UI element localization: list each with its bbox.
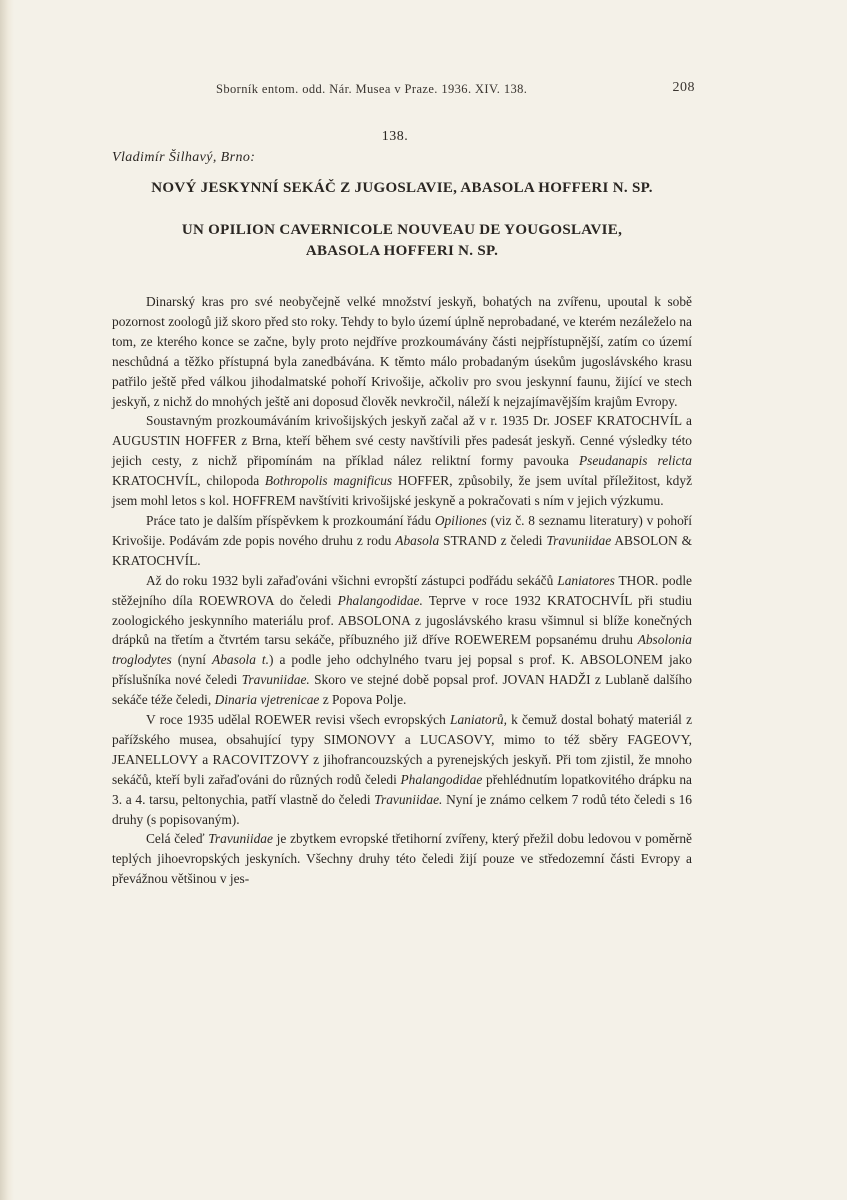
italic-term: Phalangodidae	[400, 771, 483, 787]
italic-term: Dinaria vjetrenicae	[214, 692, 320, 708]
italic-term: Absolonia troglodytes	[112, 632, 692, 668]
italic-term: Abasola t.	[212, 652, 269, 668]
italic-term: Travuniidae	[208, 831, 273, 847]
body-paragraph	[112, 411, 692, 511]
title-czech: NOVÝ JESKYNNÍ SEKÁČ Z JUGOSLAVIE, ABASOLA HOFFERI N. SP.	[151, 180, 653, 196]
paragraph-text: Teprve v roce 1932 KRATOCHVÍL při studiu zoologického jeskynního materiálu prof. ABSOLONA z jugoslávského krasu všimnul si blíže konečných drápků na třetím a čtvrtém tarsu sekáče, příbuzného již dříve ROEWEREM popsanému druhu	[112, 592, 692, 648]
page-binding-edge	[0, 0, 14, 1200]
paragraph-text: Celá čeleď	[146, 831, 209, 847]
body-paragraph	[112, 829, 692, 889]
italic-term: Travuniidae.	[374, 791, 443, 807]
running-title: Sborník entom. odd. Nár. Musea v Praze. 1936. XIV. 138.	[216, 82, 528, 96]
paragraph-text: z Popova Polje.	[319, 692, 407, 708]
body-paragraph	[112, 710, 692, 829]
body-paragraph	[112, 292, 692, 411]
paragraph-text: Soustavným prozkoumáváním krivošijských jeskyň začal až v r. 1935 Dr. JOSEF KRATOCHVÍL a AUGUSTIN HOFFER z Brna, kteří během své cesty navštívili přes padesát jeskyň. Cenné výsledky této jejich cesty, z nichž připomínám na příklad nález reliktní formy pavouka	[112, 413, 692, 469]
italic-term: Travuniidae	[546, 532, 612, 548]
italic-term: Abasola	[395, 532, 440, 548]
paragraph-text: (nyní	[171, 652, 213, 668]
paragraph-text: HOFFER, způsobily, že jsem uvítal příležitost, když jsem mohl letos s kol. HOFFREM navštíviti krivošijské jeskyně a pokračovati s ním v jejich výzkumu.	[112, 473, 693, 509]
italic-term: Pseudanapis relicta	[578, 453, 692, 469]
paragraph-text: Dinarský kras pro své neobyčejně velké množství jeskyň, bohatých na zvířenu, upoutal k sobě pozornost zoologů již skoro před sto roky. Tehdy to bylo území úplně neprobadané, ve kterém nezáleželo na tom, ze kterého konce se začne, byly proto nejdříve prozkoumávány části nejpřístupnější, zatím co území neschůdná a těžko přístupná byla zanedbávána. K těmto málo probadaným úsekům jugoslávského krasu patřilo ještě před válkou jihodalmatské pohoří Krivošije, ačkoliv pro svou jeskynní faunu, žijící ve stech jeskyň, z nichž do mnohých ještě ani doposud člověk nevkročil, náleží k nejzajímavějším krajům Evropy.	[112, 294, 692, 409]
body-paragraph	[112, 571, 692, 710]
title-french-line-1: UN OPILION CAVERNICOLE NOUVEAU DE YOUGOSLAVIE,	[181, 222, 623, 238]
page-number: 208	[672, 80, 695, 95]
paragraph-text: V roce 1935 udělal ROEWER revisi všech evropských	[146, 712, 451, 728]
author-line: Vladimír Šilhavý, Brno:	[112, 150, 256, 165]
paragraph-text: (viz č. 8 seznamu literatury) v pohoří Krivošije. Podávám zde popis nového druhu z rodu	[112, 512, 692, 548]
article-number: 138.	[381, 129, 409, 144]
paragraph-text: STRAND z čeledi	[439, 532, 547, 548]
italic-term: Laniatorů,	[450, 712, 507, 728]
paragraph-text: je zbytkem evropské třetihorní zvířeny, který přežil dobu ledovou v poměrně teplých jihoevropských jeskyních. Všechny druhy této čeledi žijí pouze ve středozemní části Evropy a převážnou většinou v jes-	[112, 831, 692, 887]
running-header	[216, 80, 695, 97]
title-french	[112, 220, 692, 262]
italic-term: Opiliones	[434, 512, 487, 528]
italic-term: Phalangodidae.	[337, 592, 423, 608]
paragraph-text: Nyní je známo celkem 7 rodů této čeledi s 16 druhy (s popisovaným).	[112, 791, 692, 827]
title-french-line-2: ABASOLA HOFFERI N. SP.	[305, 243, 499, 259]
paragraph-text: Až do roku 1932 byli zařaďováni všichni evropští zástupci podřádu sekáčů	[146, 572, 558, 588]
paragraph-text: ABSOLON & KRATOCHVÍL.	[112, 532, 692, 568]
paragraph-text: THOR. podle stěžejního díla ROEWROVA do čeledi	[112, 572, 692, 608]
paragraph-text: Práce tato je dalším příspěvkem k prozkoumání řádu	[146, 512, 435, 528]
italic-term: Bothropolis magnificus	[264, 473, 393, 489]
body-paragraph	[112, 511, 692, 571]
paragraph-text: KRATOCHVÍL, chilopoda	[112, 473, 265, 489]
paragraph-text: přehlédnutím lopatkovitého drápku na 3. a 4. tarsu, peltonychia, patří vlastně do čeledi	[112, 771, 692, 807]
italic-term: Travuniidae.	[241, 672, 310, 688]
article-body	[112, 292, 692, 889]
paragraph-text: Skoro ve stejné době popsal prof. JOVAN HADŽI z Lublaně dalšího sekáče téže čeledi,	[112, 672, 692, 708]
italic-term: Laniatores	[557, 572, 615, 588]
paragraph-text: ) a podle jeho odchylného tvaru jej popsal s prof. K. ABSOLONEM jako příslušníka nové čeledi	[112, 652, 692, 688]
paragraph-text: k čemuž dostal bohatý materiál z pařížského musea, obsahující typy SIMONOVY a LUCASOVY, mimo to též sběry FAGEOVY, JEANELLOVY a RACOVITZOVY z jihofrancouzských a pyrenejských jeskyň. Při tom zjistil, že mnoho sekáčů, kteří byli zařaďováni do různých rodů čeledi	[112, 712, 693, 787]
